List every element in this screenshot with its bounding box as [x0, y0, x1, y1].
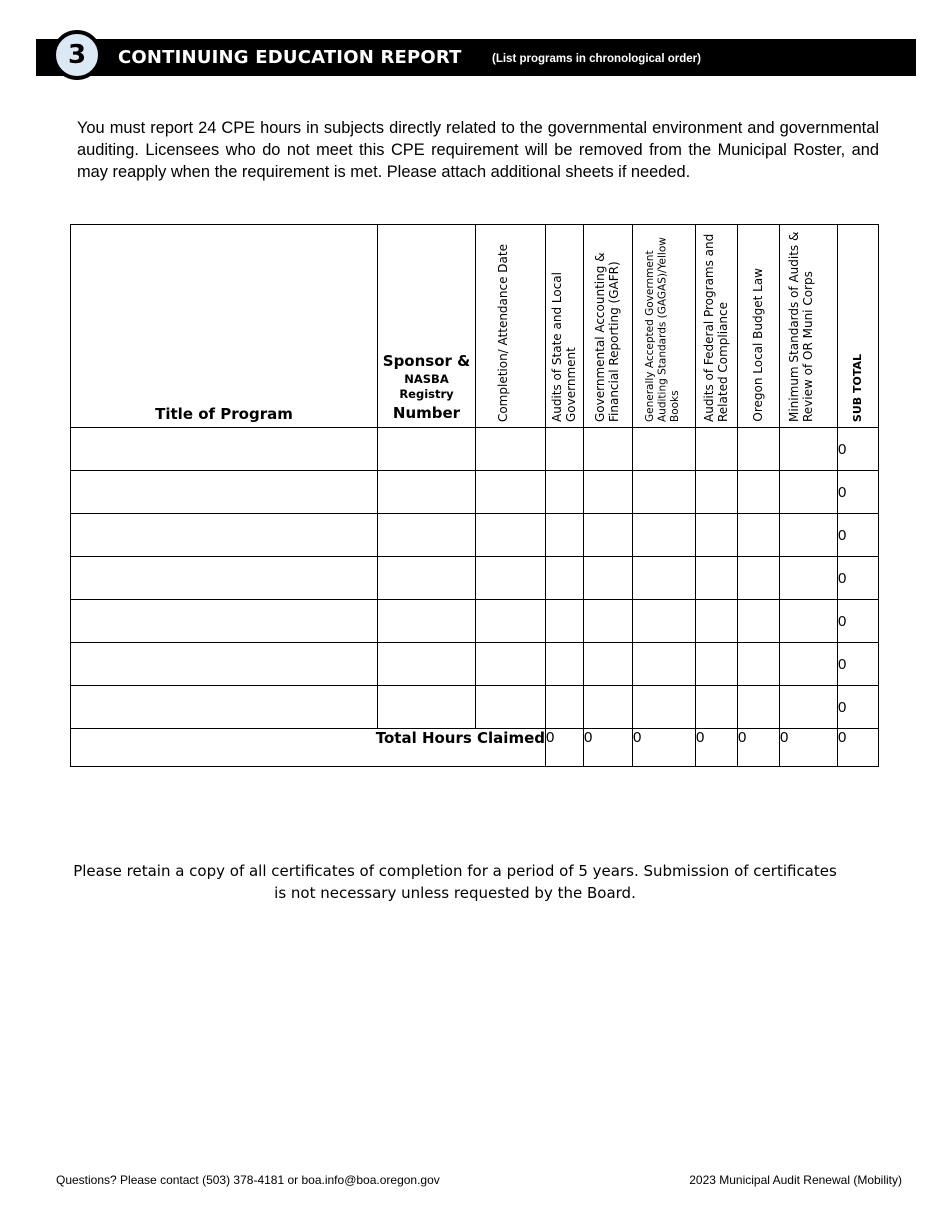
- hours-cell[interactable]: [696, 643, 738, 686]
- hours-cell[interactable]: [633, 557, 696, 600]
- retain-notice-line1: Please retain a copy of all certificates of completion for a period of 5 years. Submission of certificates: [73, 862, 837, 880]
- sponsor-cell[interactable]: [378, 471, 476, 514]
- total-subtotal: 0: [838, 729, 879, 767]
- hours-cell[interactable]: [546, 643, 584, 686]
- sponsor-header-line2: NASBA Registry: [399, 371, 454, 402]
- subtotal-cell: 0: [838, 428, 879, 471]
- hours-cell[interactable]: [738, 643, 780, 686]
- hours-cell[interactable]: [633, 686, 696, 729]
- date-cell[interactable]: [476, 643, 546, 686]
- table-row: [71, 600, 879, 643]
- date-cell[interactable]: [476, 428, 546, 471]
- hours-cell[interactable]: [738, 557, 780, 600]
- total-audits-state-local: 0: [546, 729, 584, 767]
- intro-text: You must report 24 CPE hours in subjects directly related to the governmental environment and governmental auditing. Licensees who do not meet this CPE requirement will be removed from the Municipal Roster, and may reapply when the requirement is met. Please attach additional sheets if needed.: [77, 119, 879, 181]
- section-number-badge: 3: [52, 30, 102, 80]
- sponsor-cell[interactable]: [378, 514, 476, 557]
- hours-cell[interactable]: [633, 643, 696, 686]
- date-cell[interactable]: [476, 686, 546, 729]
- section-subtitle: (List programs in chronological order): [492, 53, 701, 65]
- col-header-sponsor: [378, 225, 476, 428]
- total-federal: 0: [696, 729, 738, 767]
- retain-notice: [60, 860, 850, 904]
- cpe-table: [70, 224, 879, 767]
- col-header-completion: Completion/ Attendance Date: [476, 225, 546, 428]
- col-header-gafr: Governmental Accounting & Financial Reporting (GAFR): [584, 225, 633, 428]
- hours-cell[interactable]: [546, 514, 584, 557]
- footer-contact: Questions? Please contact (503) 378-4181 or boa.info@boa.oregon.gov: [56, 1173, 440, 1187]
- date-cell[interactable]: [476, 471, 546, 514]
- hours-cell[interactable]: [633, 428, 696, 471]
- hours-cell[interactable]: [696, 686, 738, 729]
- hours-cell[interactable]: [780, 471, 838, 514]
- hours-cell[interactable]: [633, 471, 696, 514]
- subtotal-cell: 0: [838, 600, 879, 643]
- sponsor-cell[interactable]: [378, 428, 476, 471]
- section-title: CONTINUING EDUCATION REPORT: [118, 47, 462, 68]
- table-row: [71, 428, 879, 471]
- total-row: [71, 729, 879, 767]
- hours-cell[interactable]: [546, 686, 584, 729]
- sponsor-cell[interactable]: [378, 557, 476, 600]
- hours-cell[interactable]: [633, 514, 696, 557]
- sponsor-header-line3: Number: [392, 403, 461, 422]
- hours-cell[interactable]: [738, 600, 780, 643]
- hours-cell[interactable]: [584, 514, 633, 557]
- sponsor-header-line1: Sponsor &: [382, 352, 471, 371]
- col-header-federal: Audits of Federal Programs and Related Compliance: [696, 225, 738, 428]
- title-cell[interactable]: [71, 428, 378, 471]
- table-header-row: [71, 225, 879, 428]
- subtotal-cell: 0: [838, 471, 879, 514]
- total-min-standards: 0: [780, 729, 838, 767]
- hours-cell[interactable]: [546, 471, 584, 514]
- table-row: [71, 471, 879, 514]
- hours-cell[interactable]: [738, 471, 780, 514]
- subtotal-cell: 0: [838, 557, 879, 600]
- hours-cell[interactable]: [738, 686, 780, 729]
- footer-form-name: 2023 Municipal Audit Renewal (Mobility): [689, 1173, 902, 1187]
- hours-cell[interactable]: [780, 600, 838, 643]
- sponsor-cell[interactable]: [378, 600, 476, 643]
- hours-cell[interactable]: [738, 514, 780, 557]
- total-gagas: 0: [633, 729, 696, 767]
- hours-cell[interactable]: [696, 428, 738, 471]
- hours-cell[interactable]: [546, 428, 584, 471]
- subtotal-cell: 0: [838, 643, 879, 686]
- hours-cell[interactable]: [584, 686, 633, 729]
- hours-cell[interactable]: [584, 471, 633, 514]
- hours-cell[interactable]: [584, 428, 633, 471]
- hours-cell[interactable]: [780, 686, 838, 729]
- hours-cell[interactable]: [584, 643, 633, 686]
- total-gafr: 0: [584, 729, 633, 767]
- date-cell[interactable]: [476, 600, 546, 643]
- table-row: [71, 514, 879, 557]
- hours-cell[interactable]: [584, 557, 633, 600]
- hours-cell[interactable]: [696, 514, 738, 557]
- hours-cell[interactable]: [738, 428, 780, 471]
- total-budget-law: 0: [738, 729, 780, 767]
- hours-cell[interactable]: [546, 557, 584, 600]
- sponsor-cell[interactable]: [378, 643, 476, 686]
- table-row: [71, 686, 879, 729]
- subtotal-cell: 0: [838, 686, 879, 729]
- title-cell[interactable]: [71, 686, 378, 729]
- hours-cell[interactable]: [696, 600, 738, 643]
- hours-cell[interactable]: [633, 600, 696, 643]
- col-header-title: Title of Program: [71, 225, 378, 428]
- table-row: [71, 643, 879, 686]
- col-header-gagas: Generally Accepted Government Auditing Standards (GAGAS)/Yellow Books: [633, 225, 696, 428]
- hours-cell[interactable]: [780, 643, 838, 686]
- col-header-budget-law: Oregon Local Budget Law: [738, 225, 780, 428]
- table-row: [71, 557, 879, 600]
- hours-cell[interactable]: [780, 557, 838, 600]
- sponsor-cell[interactable]: [378, 686, 476, 729]
- subtotal-cell: 0: [838, 514, 879, 557]
- hours-cell[interactable]: [696, 471, 738, 514]
- col-header-audits-state-local: Audits of State and Local Government: [546, 225, 584, 428]
- title-cell[interactable]: [71, 514, 378, 557]
- date-cell[interactable]: [476, 557, 546, 600]
- retain-notice-line2: is not necessary unless requested by the Board.: [274, 884, 636, 902]
- title-cell[interactable]: [71, 471, 378, 514]
- hours-cell[interactable]: [780, 428, 838, 471]
- hours-cell[interactable]: [584, 600, 633, 643]
- hours-cell[interactable]: [696, 557, 738, 600]
- hours-cell[interactable]: [780, 514, 838, 557]
- title-cell[interactable]: [71, 600, 378, 643]
- col-header-subtotal: SUB TOTAL: [838, 225, 879, 428]
- col-header-min-standards: Minimum Standards of Audits & Review of OR Muni Corps: [780, 225, 838, 428]
- total-hours-label: Total Hours Claimed: [71, 729, 546, 767]
- title-cell[interactable]: [71, 643, 378, 686]
- title-cell[interactable]: [71, 557, 378, 600]
- date-cell[interactable]: [476, 514, 546, 557]
- hours-cell[interactable]: [546, 600, 584, 643]
